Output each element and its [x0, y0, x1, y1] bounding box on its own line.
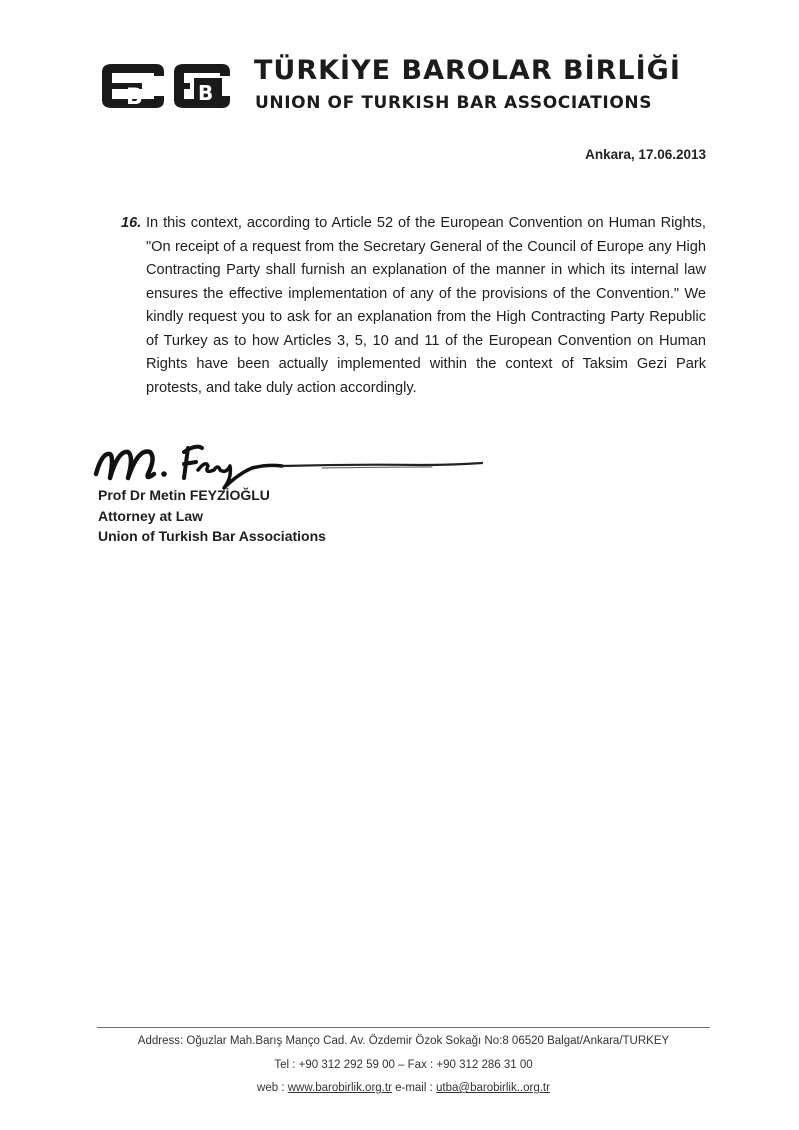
paragraph-number: 16.: [121, 215, 142, 231]
handwritten-signature-icon: [92, 434, 492, 492]
date-line: Ankara, 17.06.2013: [585, 147, 706, 162]
signature-block: [98, 485, 326, 547]
website-link[interactable]: www.barobirlik.org.tr: [287, 1082, 392, 1094]
paragraph-text: In this context, according to Article 52 of the European Convention on Human Rights, "On receipt of a request from the Secretary General of the Council of Europe any High Contracting Party shall furnish an explanation of the manner in which its internal law ensures the effective implementation of any of the provisions of the Convention." We kindly request you to ask for an explanation from the High Contracting Party Republic of Turkey as to how Articles 3, 5, 10 and 11 of the European Convention on Human Rights have been actually implemented within the context of Taksim Gezi Park protests, and take duly action accordingly.: [146, 215, 706, 396]
email-label: e-mail :: [395, 1082, 433, 1094]
org-name-english: UNION OF TURKISH BAR ASSOCIATIONS: [255, 93, 653, 113]
footer-web-email: [97, 1082, 710, 1094]
tbb-logo-icon: [98, 62, 234, 110]
web-label: web :: [257, 1082, 285, 1094]
signatory-title: Attorney at Law: [98, 507, 204, 524]
svg-text:B: B: [126, 85, 143, 110]
footer-phone-fax: Tel : +90 312 292 59 00 – Fax : +90 312 286 31 00: [274, 1059, 533, 1071]
signatory-name: Prof Dr Metin FEYZİOĞLU: [98, 487, 270, 503]
body-paragraph: [121, 212, 706, 400]
svg-text:B: B: [198, 81, 214, 105]
signatory-organization: Union of Turkish Bar Associations: [98, 528, 326, 544]
email-link[interactable]: utba@barobirlik..org.tr: [436, 1082, 550, 1094]
footer-divider: [97, 1027, 710, 1028]
footer-address: Address: Oğuzlar Mah.Barış Manço Cad. Av. Özdemir Özok Sokağı No:8 06520 Balgat/Ankara/TURKEY: [137, 1035, 670, 1047]
org-name-turkish: TÜRKİYE BAROLAR BİRLİĞİ: [254, 55, 681, 86]
